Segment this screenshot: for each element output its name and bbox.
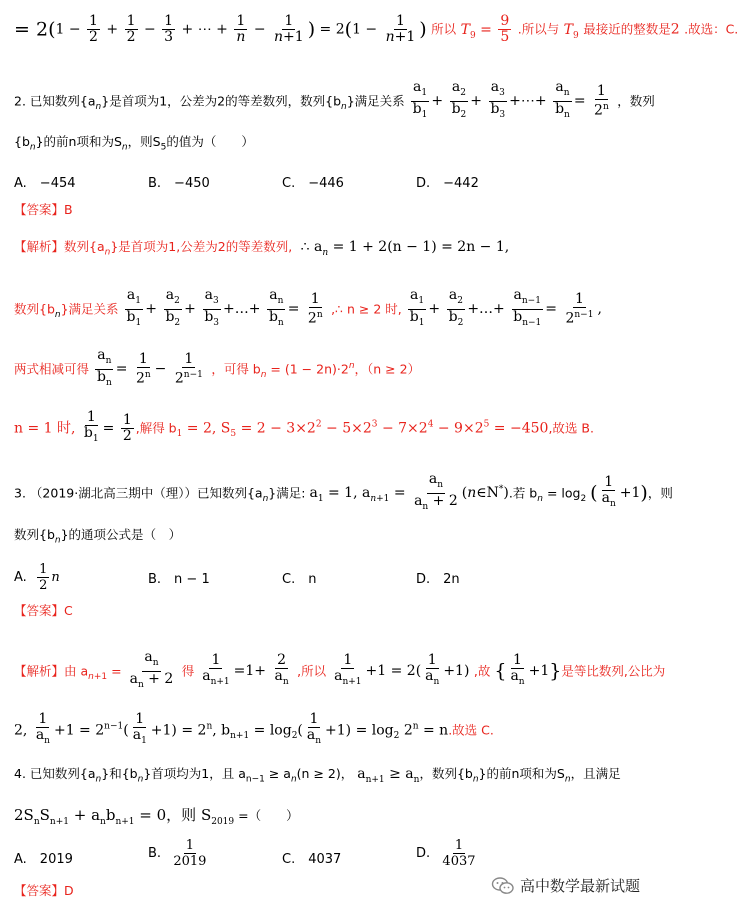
- q4-option-d: D. $\frac{1}{4037}$: [416, 838, 476, 869]
- prev-tail-4: .故选：C.: [684, 21, 738, 37]
- q3-option-d: D. 2n: [416, 572, 460, 587]
- prev-tail-3: 最接近的整数是: [583, 21, 671, 37]
- q2-analysis-line3: 两式相减可得 $\frac{a_n}{b_n}$ = $\frac{1}{2^n}$ − $\frac{1}{2^{n-1}}$ ，可得 $b_n = (1 - 2n)\cdot 2^n$，（n ≥ 2）: [14, 347, 421, 388]
- q4-answer: 【答案】D: [14, 883, 74, 898]
- q3-answer: 【答案】C: [14, 603, 73, 618]
- q4-option-a: A. 2019: [14, 852, 73, 867]
- q3-stem-line2: 数列$\{b_n\}$的通项公式是（ ）: [14, 527, 182, 546]
- q2-stem-line2: $\{b_n\}$的前n项和为$S_n$，则$S_5$的值为（ ）: [14, 134, 254, 153]
- q4-option-b: B. $\frac{1}{2019}$: [148, 838, 207, 869]
- q2-option-c: C. −446: [282, 176, 344, 191]
- q3-analysis-line2: 2, $\frac{1}{a_n}$ $+1 = 2^{n-1}$( $\frac{1}{a_1}$ $+1) = 2^n$, $b_{n+1} = \log_2$( $\frac{1}{a_n}$ $+1) = \log_2 2^n = n$.故选 C.: [14, 711, 494, 746]
- q2-option-b: B. −450: [148, 176, 210, 191]
- watermark: [492, 875, 640, 896]
- q3-option-c: C. n: [282, 572, 317, 587]
- q4-stem-line1: 4. 已知数列$\{a_n\}$和$\{b_n\}$首项均为1，且 $a_{n-1} \ge a_n(n \ge 2)$， $a_{n+1} \ge a_n$，数列$\{b_n\}$的前n项和为$S_n$，且满足: [14, 766, 621, 785]
- watermark-text: 高中数学最新试题: [519, 877, 640, 895]
- q2-stem-line1: 2. 已知数列$\{a_n\}$是首项为1，公差为2的等差数列，数列$\{b_n\}$满足关系 $\frac{a_1}{b_1}$ + $\frac{a_2}{b_2}$ + $\frac{a_3}{b_3}$ +⋯+ $\frac{a_n}{b_n}$ = $\frac{1}{2^n}$ ，数列: [14, 79, 655, 120]
- q2-answer: 【答案】B: [14, 202, 73, 217]
- q2-analysis-line4: n = 1 时, $\frac{1}{b_1}$ = $\frac{1}{2}$ ,解得 $b_1 = 2$, $S_5 = 2 - 3\times 2^2 - 5\times 2^3 - 7\times 2^4 - 9\times 2^5 = -450$,故选 B.: [14, 409, 594, 444]
- q3-option-a: A. $\frac{1}{2}$ n: [14, 562, 60, 593]
- q3-option-b: B. n − 1: [148, 572, 210, 587]
- wechat-icon: [492, 877, 514, 895]
- q3-analysis-line1: 【解析】由 $a_{n+1}$ = $\frac{a_n}{a_n + 2}$ 得 $\frac{1}{a_{n+1}}$ =1+ $\frac{2}{a_n}$ ,所以 $\frac{1}{a_{n+1}}$ +1 = 2( $\frac{1}{a_n}$ +1) ,故 { $\frac{1}{a_n}$ +1}是等比数列,公比为: [14, 649, 666, 690]
- q3-stem-line1: 3. （2019·湖北高三期中（理））已知数列$\{a_n\}$满足: $a_1 = 1$, $a_{n+1}$ = $\frac{a_n}{a_n + 2}$ (n∈N*).若 $b_n = \log_2$ ( $\frac{1}{a_n}$ +1)，则: [14, 471, 673, 512]
- q4-option-c: C. 4037: [282, 852, 342, 867]
- q2-option-d: D. −442: [416, 176, 479, 191]
- q2-analysis-line2: 数列$\{b_n\}$满足关系 $\frac{a_1}{b_1}$ + $\frac{a_2}{b_2}$ + $\frac{a_3}{b_3}$ +…+ $\frac{a_n}{b_n}$ = $\frac{1}{2^n}$ ,∴ n ≥ 2 时, $\frac{a_1}{b_1}$ + $\frac{a_2}{b_2}$ +…+ $\frac{a_{n-1}}{b_{n-1}}$ = $\frac{1}{2^{n-1}}$ ,: [14, 287, 602, 328]
- prev-solution-line: = 2(1 − $\frac{1}{2}$ + $\frac{1}{2}$ − $\frac{1}{3}$ + ⋯ + $\frac{1}{n}$ − $\frac{1}{n+1}$ ) = 2(1 − $\frac{1}{n+1}$ ) 所以 $T_9$ = $\frac{9}{5}$ .所以与 $T_9$ 最接近的整数是2 .故选：C.: [14, 13, 738, 45]
- prev-tail-1: 所以: [431, 21, 457, 37]
- prev-tail-2: .所以与: [517, 21, 560, 37]
- q2-option-a: A. −454: [14, 176, 76, 191]
- q4-stem-line2: $2S_nS_{n+1} + a_nb_{n+1} = 0$，则 $S_{2019}$ =（ ）: [14, 806, 299, 827]
- q2-analysis-line1: 【解析】数列$\{a_n\}$是首项为1,公差为2的等差数列, ∴ $a_n = 1 + 2(n - 1) = 2n - 1$,: [14, 239, 510, 258]
